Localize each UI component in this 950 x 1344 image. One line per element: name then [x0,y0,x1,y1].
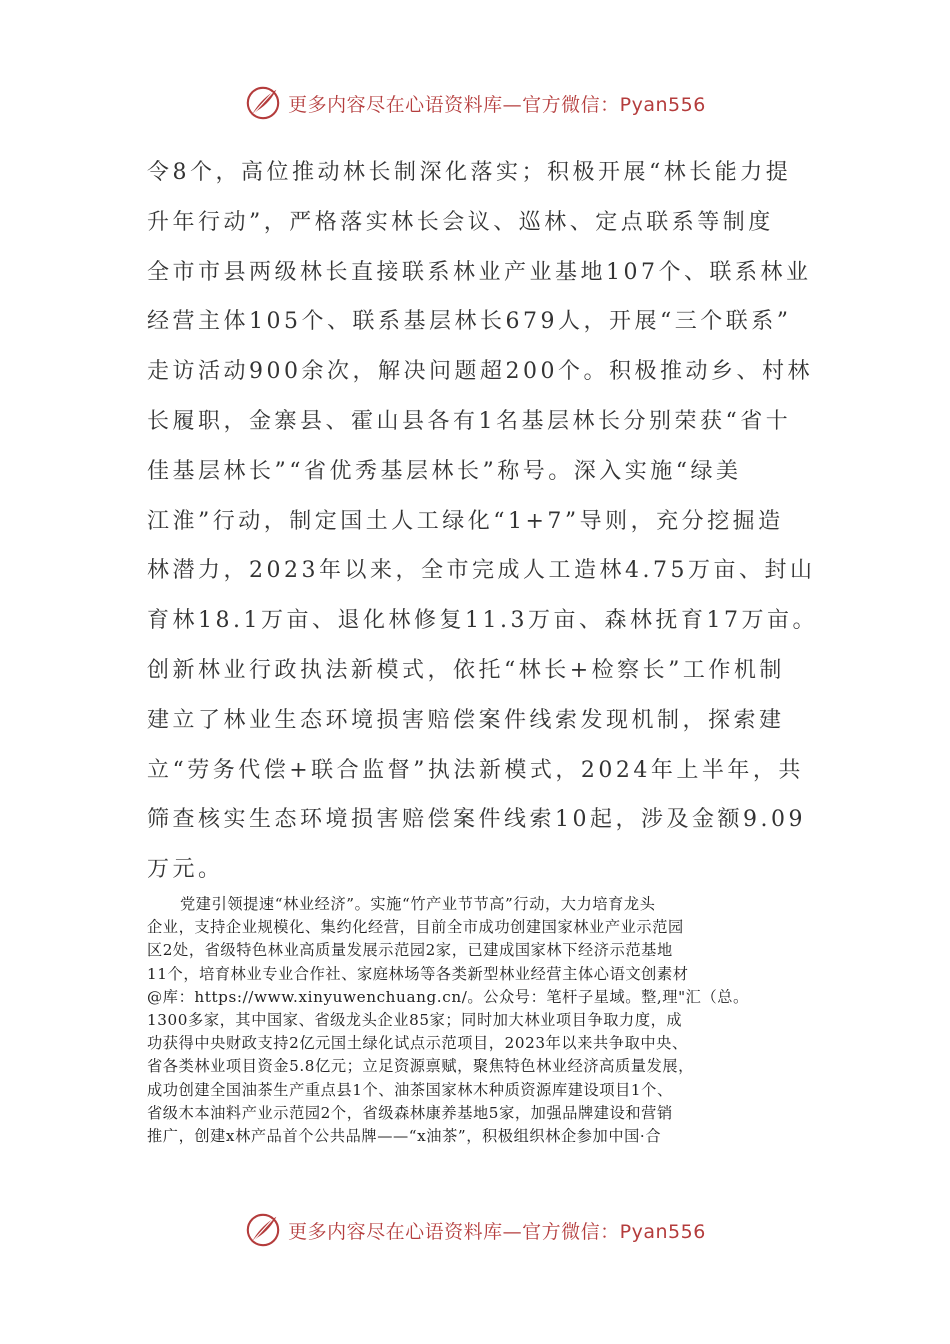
text-line: 省级木本油料产业示范园2个，省级森林康养基地5家，加强品牌建设和营销 [147,1103,673,1122]
text-line: 功获得中央财政支持2亿元国土绿化试点示范项目，2023年以来共争取中央、 [147,1034,688,1053]
text-line: 育林18.1万亩、退化林修复11.3万亩、森林抚育17万亩。 [147,608,818,634]
quill-circle-icon [244,84,282,122]
text-line: 1300多家，其中国家、省级龙头企业85家；同时加大林业项目争取力度，成 [147,1011,683,1030]
text-line: 令8个，高位推动林长制深化落实；积极开展“林长能力提 [147,160,792,185]
text-line: 升年行动”，严格落实林长会议、巡林、定点联系等制度 [147,209,774,235]
text-line: 11个，培育林业专业合作社、家庭林场等各类新型林业经营主体心语文创素材 [147,964,689,983]
text-line: 省各类林业项目资金5.8亿元；立足资源禀赋，聚焦特色林业经济高质量发展， [147,1057,694,1076]
banner-text: 更多内容尽在心语资料库—官方微信：Pyan556 [288,93,706,116]
text-line: 成功创建全国油茶生产重点县1个、油茶国家林木种质资源库建设项目1个、 [147,1080,673,1099]
text-line: 走访活动900余次，解决问题超200个。积极推动乡、村林 [147,359,813,385]
text-line: 企业，支持企业规模化、集约化经营，目前全市成功创建国家林业产业示范园 [147,918,684,937]
text-line: 立“劳务代偿+联合监督”执法新模式，2024年上半年，共 [147,757,804,783]
sub-paragraph [147,893,819,1148]
text-line: 筛查核实生态环境损害赔偿案件线索10起，涉及金额9.09 [147,807,806,833]
text-line: 林潜力，2023年以来，全市完成人工造林4.75万亩、封山 [147,558,816,584]
text-line: 创新林业行政执法新模式，依托“林长+检察长”工作机制 [147,657,785,683]
text-line: 建立了林业生态环境损害赔偿案件线索发现机制，探索建 [147,707,785,733]
banner-text: 更多内容尽在心语资料库—官方微信：Pyan556 [288,1220,706,1243]
text-line: 佳基层林长”“省优秀基层林长”称号。深入实施“绿美 [147,458,742,484]
text-line: 万元。 [147,857,224,883]
main-paragraph [147,148,837,895]
text-line: 推广，创建x林产品首个公共品牌——“x油茶”，积极组织林企参加中国·合 [147,1127,662,1146]
footer-banner [0,1210,950,1250]
wechat-id: Pyan556 [619,1220,706,1243]
quill-circle-icon [244,1211,282,1249]
text-line: 经营主体105个、联系基层林长679人，开展“三个联系” [147,309,792,335]
text-line: @库：https://www.xinyuwenchuang.cn/。公众号：笔杆子星域。整,理"汇（总。 [147,987,749,1006]
text-line: 长履职，金寨县、霍山县各有1名基层林长分别荣获“省十 [147,408,792,434]
text-line: 党建引领提速“林业经济”。实施“竹产业节节高”行动，大力培育龙头 [180,895,656,913]
header-banner [0,83,950,123]
text-line: 全市市县两级林长直接联系林业产业基地107个、联系林业 [147,259,812,285]
wechat-id: Pyan556 [619,93,706,116]
text-line: 江淮”行动，制定国土人工绿化“1+7”导则，充分挖掘造 [147,508,784,534]
text-line: 区2处，省级特色林业高质量发展示范园2家，已建成国家林下经济示范基地 [147,941,673,960]
